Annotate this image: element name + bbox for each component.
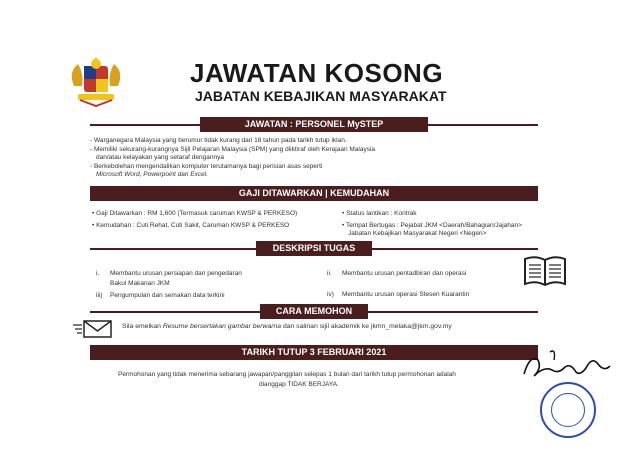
list-item: Jabatan Kebajikan Masyarakat Negeri <Negeri> [348,230,487,237]
task-text: Membantu urusan persiapan dan pengedaran [110,270,242,277]
memohon-banner: CARA MEMOHON [260,304,368,319]
open-book-icon [522,254,568,288]
stamp-inner-ring [551,393,585,427]
task-number: iii) [96,292,103,299]
divider-line [372,248,538,250]
task-text: Membantu urusan operasi Stesen Kuarantin [342,291,470,298]
requirements-list [90,137,530,180]
list-item: • Gaji Ditawarkan : RM 1,600 (Termasuk caruman KWSP & PERKESO) [92,210,298,217]
closing-date-banner: TARIKH TUTUP 3 FEBRUARI 2021 [90,345,538,360]
task-number: i. [96,270,100,277]
task-text: Pengumpulan dan semakan data terkini [110,292,225,299]
divider-line [90,248,256,250]
task-text: Membantu urusan pentadbiran dan operasi [342,270,467,277]
deskripsi-banner: DESKRIPSI TUGAS [256,241,372,256]
gaji-left-list [92,210,332,230]
gaji-right-list [342,210,552,239]
list-item: Microsoft Word, Powerpoint dan Excel. [96,171,208,178]
jawatan-banner: JAWATAN : PERSONEL MySTEP [200,117,428,132]
divider-line [368,311,538,313]
page-title: JAWATAN KOSONG [190,58,444,88]
list-item: - Memiliki sekurang-kurangnya Sijil Pelajaran Malaysia (SPM) yang diiktiraf oleh Kerajaan Malaysia [90,145,376,153]
footer-note: dianggap TIDAK BERJAYA. [259,381,339,388]
list-item: • Tempat Bertugas : Pejabat JKM <Daerah/Bahagian/Jajahan> [342,221,522,229]
page-subtitle: JABATAN KEBAJIKAN MASYARAKAT [195,88,447,104]
signature-image [520,348,612,384]
list-item: - Warganegara Malaysia yang berumur tidak kurang dari 18 tahun pada tarikh tutup iklan. [90,137,347,144]
gaji-banner: GAJI DITAWARKAN | KEMUDAHAN [90,186,538,201]
task-number: iv) [327,291,334,298]
divider-line [428,124,538,126]
task-text: Bakul Makanan JKM [110,280,170,287]
task-number: ii. [327,270,332,277]
apply-instruction: Sila emelkan Resume bersertakan gambar berwarna dan salinan sijil akademik ke jkmn_melaka@jkm.gov.my [122,323,452,330]
list-item: • Kemudahan : Cuti Rehat, Cuti Sakit, Caruman KWSP & PERKESO [92,221,290,229]
divider-line [90,124,200,126]
coat-of-arms-icon [66,56,126,108]
envelope-icon [73,319,113,339]
list-item: - Berkebolehan mengendalikan komputer terutamanya bagi perisian asas seperti [90,162,323,170]
list-item: dan/atau kelayakan yang setaraf dengannya [96,154,224,161]
divider-line [90,311,260,313]
official-stamp-image [540,382,596,438]
list-item: • Status lantikan : Kontrak [342,210,417,217]
footer-note: Permohonan yang tidak menerima sebarang jawapan/panggilan selepas 1 bulan dari tarikh tutup permohonan adalah [118,371,456,378]
